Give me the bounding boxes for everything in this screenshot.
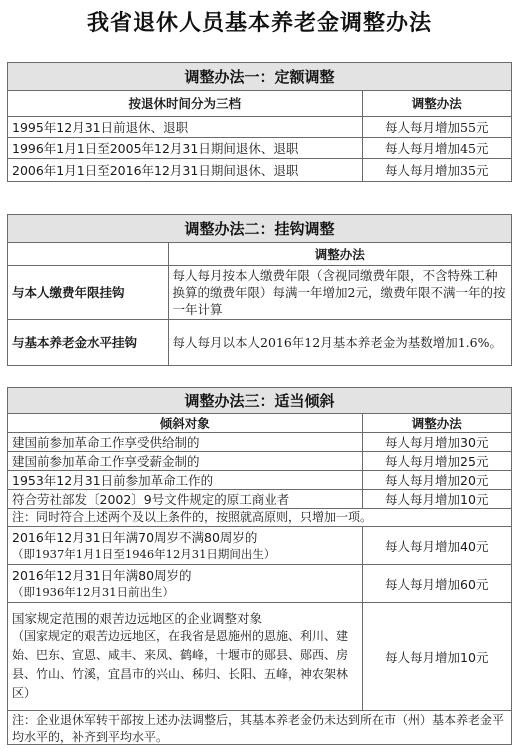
table-row — [8, 158, 511, 181]
method1-table — [8, 91, 511, 181]
method2-row2-method: 每人每月以本人2016年12月基本养老金为基数增加1.6%。 — [168, 319, 511, 365]
method1-row1-group: 1995年12月31日前退休、退职 — [8, 116, 362, 137]
table-row — [8, 137, 511, 158]
method1-row2-group: 1996年1月1日至2005年12月31日期间退休、退职 — [8, 137, 362, 158]
table-row — [8, 509, 511, 527]
method2-col-method: 调整办法 — [168, 243, 511, 265]
method3-row1-target: 建国前参加革命工作享受供给制的 — [8, 433, 362, 452]
method2-col-empty — [8, 243, 168, 265]
method2-row2-label: 与基本养老金水平挂钩 — [8, 319, 168, 365]
table-row — [8, 711, 511, 748]
method3-remote-target — [8, 603, 362, 711]
method3-row2-target: 建国前参加革命工作享受薪金制的 — [8, 452, 362, 471]
method1-row3-method: 每人每月增加35元 — [362, 158, 511, 181]
age70-line1: 2016年12月31日年满70周岁不满80周岁的 — [12, 529, 258, 545]
method3-row2-method: 每人每月增加25元 — [362, 452, 511, 471]
method2-row1-label: 与本人缴费年限挂钩 — [8, 265, 168, 319]
remote-detail: （国家规定的艰苦边远地区，在我省是恩施州的恩施、利川、建始、巴东、宣恩、咸丰、来凤、鹤峰，十堰市的郧县、郧西、房县、竹山、竹溪，宜昌市的兴山、秭归、长阳、五峰，神农架林区） — [12, 629, 349, 700]
method2-panel — [7, 214, 512, 366]
method3-age70-target — [8, 527, 362, 565]
method3-col-method: 调整办法 — [362, 414, 511, 433]
method1-heading: 调整办法一：定额调整 — [8, 63, 511, 91]
method3-row4-method: 每人每月增加10元 — [362, 490, 511, 509]
table-row — [8, 471, 511, 490]
table-row — [8, 490, 511, 509]
age80-line1: 2016年12月31日年满80周岁的 — [12, 567, 192, 583]
method3-heading: 调整办法三：适当倾斜 — [8, 388, 511, 414]
age80-line2: （即1936年12月31日前出生） — [12, 584, 175, 599]
table-row — [8, 433, 511, 452]
method1-row1-method: 每人每月增加55元 — [362, 116, 511, 137]
method3-age80-method: 每人每月增加60元 — [362, 565, 511, 603]
table-row — [8, 116, 511, 137]
method3-col-target: 倾斜对象 — [8, 414, 362, 433]
method3-table — [8, 414, 511, 748]
method1-panel — [7, 62, 512, 182]
remote-line1: 国家规定范围的艰苦边远地区的企业调整对象 — [12, 611, 263, 626]
age70-line2: （即1937年1月1日至1946年12月31日期间出生） — [12, 546, 276, 561]
method1-col-group: 按退休时间分为三档 — [8, 91, 362, 116]
method2-table — [8, 243, 511, 365]
method3-note2: 注：企业退休军转干部按上述办法调整后，其基本养老金仍未达到所在市（州）基本养老金平均水平的，补齐到平均水平。 — [8, 711, 511, 748]
method3-age80-target — [8, 565, 362, 603]
method1-row2-method: 每人每月增加45元 — [362, 137, 511, 158]
page-title: 我省退休人员基本养老金调整办法 — [86, 11, 432, 36]
table-row — [8, 527, 511, 565]
table-row — [8, 319, 511, 365]
method1-row3-group: 2006年1月1日至2016年12月31日期间退休、退职 — [8, 158, 362, 181]
method3-row3-method: 每人每月增加20元 — [362, 471, 511, 490]
method2-row1-method: 每人每月按本人缴费年限（含视同缴费年限，不含特殊工种换算的缴费年限）每满一年增加2元，缴费年限不满一年的按一年计算 — [168, 265, 511, 319]
method3-panel — [7, 387, 512, 745]
method3-age70-method: 每人每月增加40元 — [362, 527, 511, 565]
table-row — [8, 565, 511, 603]
method1-col-method: 调整办法 — [362, 91, 511, 116]
table-row — [8, 452, 511, 471]
method2-heading: 调整办法二：挂钩调整 — [8, 215, 511, 243]
method3-remote-method: 每人每月增加10元 — [362, 603, 511, 711]
method3-row4-target: 符合劳社部发〔2002〕9号文件规定的原工商业者 — [8, 490, 362, 509]
method3-note1: 注：同时符合上述两个及以上条件的，按照就高原则，只增加一项。 — [8, 509, 511, 527]
table-row — [8, 603, 511, 711]
method3-row1-method: 每人每月增加30元 — [362, 433, 511, 452]
table-row — [8, 265, 511, 319]
method3-row3-target: 1953年12月31日前参加革命工作的 — [8, 471, 362, 490]
